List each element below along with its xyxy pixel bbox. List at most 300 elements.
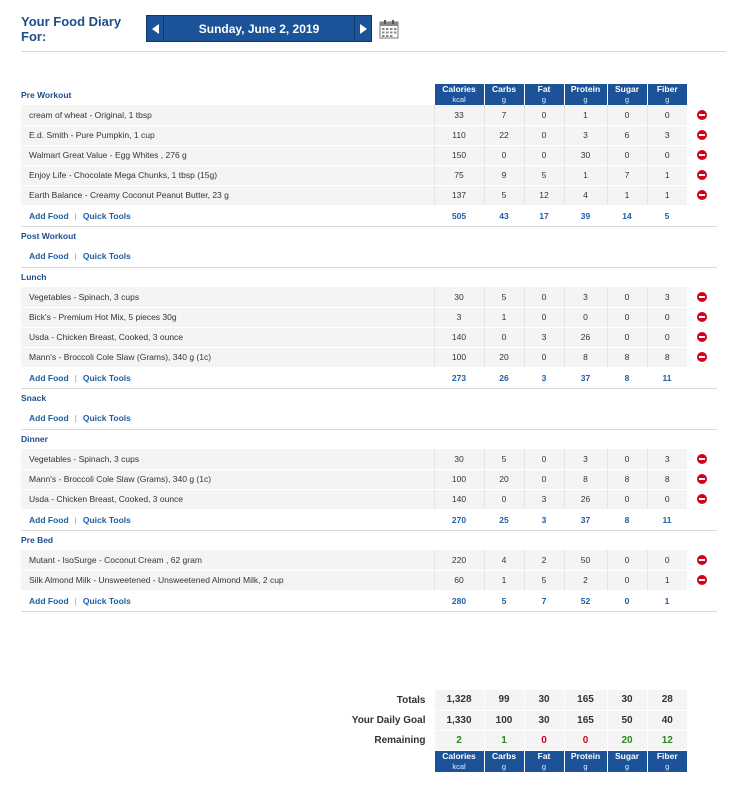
meal-section-pre-workout <box>21 84 717 105</box>
column-header-name: Calories <box>442 84 476 94</box>
meal-footer-row <box>21 246 717 267</box>
column-header-unit: g <box>583 761 588 771</box>
meal-total-protein <box>564 408 607 429</box>
food-entry-carbs: 4 <box>484 550 524 570</box>
column-header-sugar <box>607 750 647 772</box>
meal-total-fiber: 11 <box>647 509 687 530</box>
column-header-name: Fat <box>537 84 551 94</box>
delete-cell <box>687 469 717 489</box>
meal-total-carbs: 5 <box>484 590 524 611</box>
meal-total-fat: 7 <box>524 590 564 611</box>
remaining-row-carbs: 1 <box>484 730 524 750</box>
food-entry-sugar: 0 <box>607 327 647 347</box>
column-header-fiber <box>647 84 687 105</box>
meal-total-fiber <box>647 246 687 267</box>
delete-entry-icon[interactable] <box>697 150 707 160</box>
food-entry-fat: 2 <box>524 550 564 570</box>
meal-total-protein: 37 <box>564 367 607 388</box>
food-entry-fat: 5 <box>524 570 564 590</box>
food-entry-sugar: 8 <box>607 347 647 367</box>
chevron-right-icon <box>360 24 367 34</box>
food-entry-fat: 0 <box>524 145 564 165</box>
date-navigator <box>146 15 372 42</box>
meal-total-carbs <box>484 246 524 267</box>
daily-goal-row-label: Your Daily Goal <box>351 714 426 726</box>
quick-tools-link[interactable]: Quick Tools <box>82 413 131 424</box>
food-entry-carbs: 0 <box>484 489 524 509</box>
delete-cell <box>687 307 717 327</box>
food-entry-name[interactable]: cream of wheat - Original, 1 tbsp <box>21 105 434 125</box>
food-entry-row <box>21 327 717 347</box>
footer-spacer <box>687 246 717 267</box>
column-header-fat <box>524 750 564 772</box>
next-day-button[interactable] <box>354 15 372 42</box>
meal-section-pre-bed <box>21 530 717 550</box>
food-entry-calories: 30 <box>434 449 484 469</box>
link-separator: | <box>74 210 77 221</box>
column-header-name: Fiber <box>656 84 678 94</box>
column-header-name: Carbs <box>491 750 517 761</box>
delete-entry-icon[interactable] <box>697 555 707 565</box>
delete-cell <box>687 347 717 367</box>
food-entry-fat: 5 <box>524 165 564 185</box>
meal-footer-row <box>21 509 717 530</box>
daily-goal-row-protein: 165 <box>564 710 607 730</box>
food-entry-calories: 100 <box>434 347 484 367</box>
column-header-name: Carbs <box>491 84 517 94</box>
food-entry-calories: 30 <box>434 287 484 307</box>
delete-entry-icon[interactable] <box>697 575 707 585</box>
meal-footer-row <box>21 367 717 388</box>
food-entry-row <box>21 105 717 125</box>
column-header-unit: g <box>583 95 588 104</box>
calendar-icon[interactable] <box>379 19 399 39</box>
column-header-fat <box>524 84 564 105</box>
food-entry-carbs: 0 <box>484 327 524 347</box>
food-entry-carbs: 1 <box>484 307 524 327</box>
food-entry-protein: 2 <box>564 570 607 590</box>
food-entry-name[interactable]: Bick's - Premium Hot Mix, 5 pieces 30g <box>21 307 434 327</box>
summary-label-spacer <box>21 750 434 772</box>
food-entry-fiber: 1 <box>647 165 687 185</box>
food-entry-calories: 137 <box>434 185 484 205</box>
food-entry-carbs: 22 <box>484 125 524 145</box>
food-entry-fiber: 0 <box>647 105 687 125</box>
food-entry-fat: 12 <box>524 185 564 205</box>
add-food-link[interactable]: Add Food <box>29 251 69 262</box>
delete-cell <box>687 489 717 509</box>
food-entry-calories: 60 <box>434 570 484 590</box>
delete-cell <box>687 570 717 590</box>
column-header-unit: g <box>541 761 547 771</box>
column-header-unit: g <box>501 761 507 771</box>
delete-cell <box>687 125 717 145</box>
food-entry-protein: 26 <box>564 489 607 509</box>
food-entry-row <box>21 469 717 489</box>
meal-total-fat <box>524 408 564 429</box>
footer-spacer <box>687 509 717 530</box>
food-entry-sugar: 0 <box>607 145 647 165</box>
food-entry-protein: 4 <box>564 185 607 205</box>
meal-total-calories: 280 <box>434 590 484 611</box>
meal-section-lunch <box>21 267 717 287</box>
meal-total-calories: 273 <box>434 367 484 388</box>
link-separator: | <box>74 251 77 262</box>
food-entry-row <box>21 449 717 469</box>
delete-entry-icon[interactable] <box>697 170 707 180</box>
totals-row-fiber: 28 <box>647 690 687 710</box>
food-entry-row <box>21 185 717 205</box>
food-entry-fiber: 0 <box>647 327 687 347</box>
meal-actions <box>21 367 434 388</box>
delete-entry-icon[interactable] <box>697 352 707 362</box>
totals-row-carbs: 99 <box>484 690 524 710</box>
food-entry-row <box>21 570 717 590</box>
meal-section-dinner <box>21 429 717 449</box>
summary-spacer <box>687 730 717 750</box>
meal-footer-row <box>21 590 717 611</box>
remaining-row-label: Remaining <box>374 734 426 746</box>
food-entry-carbs: 7 <box>484 105 524 125</box>
food-entry-fat: 0 <box>524 287 564 307</box>
food-entry-fat: 0 <box>524 125 564 145</box>
food-entry-calories: 100 <box>434 469 484 489</box>
delete-cell <box>687 449 717 469</box>
meal-total-sugar: 0 <box>607 590 647 611</box>
food-entry-sugar: 0 <box>607 307 647 327</box>
column-header-unit: g <box>501 95 507 104</box>
meal-total-carbs: 43 <box>484 205 524 226</box>
food-entry-carbs: 20 <box>484 469 524 489</box>
column-header-unit: g <box>624 95 630 104</box>
food-entry-protein: 50 <box>564 550 607 570</box>
food-entry-protein: 8 <box>564 347 607 367</box>
column-header-name: Fat <box>537 750 551 761</box>
delete-cell <box>687 287 717 307</box>
food-entry-row <box>21 550 717 570</box>
delete-cell <box>687 185 717 205</box>
meal-total-sugar: 8 <box>607 367 647 388</box>
food-entry-sugar: 0 <box>607 550 647 570</box>
food-entry-protein: 26 <box>564 327 607 347</box>
meal-section-snack <box>21 388 717 408</box>
add-food-link[interactable]: Add Food <box>29 372 69 383</box>
meal-title: Post Workout <box>21 231 77 242</box>
add-food-link[interactable]: Add Food <box>29 595 69 606</box>
food-entry-calories: 75 <box>434 165 484 185</box>
column-header-protein <box>564 84 607 105</box>
food-entry-fiber: 3 <box>647 287 687 307</box>
food-entry-name[interactable]: Mutant - IsoSurge - Coconut Cream , 62 gram <box>21 550 434 570</box>
daily-goal-row <box>21 710 717 730</box>
column-header-name: Protein <box>570 84 601 94</box>
meal-total-carbs <box>484 408 524 429</box>
food-entry-row <box>21 125 717 145</box>
delete-entry-icon[interactable] <box>697 332 707 342</box>
meal-section-post-workout <box>21 226 717 246</box>
remaining-row-protein: 0 <box>564 730 607 750</box>
meal-total-sugar: 8 <box>607 509 647 530</box>
food-entry-protein: 1 <box>564 105 607 125</box>
food-entry-protein: 30 <box>564 145 607 165</box>
food-entry-fiber: 8 <box>647 347 687 367</box>
footer-spacer <box>687 408 717 429</box>
food-entry-name[interactable]: Mann's - Broccoli Cole Slaw (Grams), 340 g (1c) <box>21 347 434 367</box>
column-header-name: Sugar <box>614 84 640 94</box>
totals-row <box>21 690 717 710</box>
food-entry-fat: 0 <box>524 307 564 327</box>
daily-goal-row-fat: 30 <box>524 710 564 730</box>
meal-total-fat: 3 <box>524 367 564 388</box>
food-entry-calories: 3 <box>434 307 484 327</box>
meal-actions <box>21 408 434 429</box>
food-entry-carbs: 9 <box>484 165 524 185</box>
food-entry-calories: 33 <box>434 105 484 125</box>
column-header-unit: g <box>541 95 547 104</box>
column-header-name: Calories <box>442 750 476 761</box>
food-entry-fat: 3 <box>524 489 564 509</box>
column-header-unit: g <box>665 95 670 104</box>
food-entry-protein: 3 <box>564 125 607 145</box>
delete-cell <box>687 145 717 165</box>
delete-entry-icon[interactable] <box>697 130 707 140</box>
food-entry-calories: 150 <box>434 145 484 165</box>
column-header-calories <box>434 84 484 105</box>
food-entry-name[interactable]: Mann's - Broccoli Cole Slaw (Grams), 340 g (1c) <box>21 469 434 489</box>
remaining-row-fat: 0 <box>524 730 564 750</box>
delete-cell <box>687 105 717 125</box>
food-entry-fiber: 1 <box>647 570 687 590</box>
footer-spacer <box>687 590 717 611</box>
food-entry-sugar: 0 <box>607 287 647 307</box>
column-header-unit: kcal <box>452 761 466 771</box>
food-entry-calories: 110 <box>434 125 484 145</box>
daily-goal-row-fiber: 40 <box>647 710 687 730</box>
delete-entry-icon[interactable] <box>697 474 707 484</box>
food-diary-table <box>21 84 717 612</box>
chevron-left-icon <box>152 24 159 34</box>
food-entry-carbs: 20 <box>484 347 524 367</box>
meal-total-protein: 52 <box>564 590 607 611</box>
delete-entry-icon[interactable] <box>697 110 707 120</box>
food-entry-fat: 0 <box>524 469 564 489</box>
remaining-row-sugar: 20 <box>607 730 647 750</box>
column-header-name: Sugar <box>614 750 640 761</box>
link-separator: | <box>74 514 77 525</box>
column-header-name: Protein <box>570 750 601 761</box>
food-entry-fat: 3 <box>524 327 564 347</box>
food-entry-fat: 0 <box>524 347 564 367</box>
totals-row-calories: 1,328 <box>434 690 484 710</box>
meal-title: Dinner <box>21 434 48 445</box>
totals-row-protein: 165 <box>564 690 607 710</box>
totals-row-label: Totals <box>396 694 426 706</box>
food-entry-protein: 8 <box>564 469 607 489</box>
column-header-name: Fiber <box>656 750 678 761</box>
food-entry-fiber: 0 <box>647 489 687 509</box>
meal-total-carbs: 26 <box>484 367 524 388</box>
food-entry-sugar: 7 <box>607 165 647 185</box>
food-entry-fiber: 3 <box>647 125 687 145</box>
delete-cell <box>687 550 717 570</box>
food-entry-calories: 140 <box>434 489 484 509</box>
quick-tools-link[interactable]: Quick Tools <box>82 251 131 262</box>
summary-spacer <box>687 750 717 772</box>
summary-spacer <box>687 710 717 730</box>
header-divider <box>21 51 726 52</box>
food-entry-row <box>21 165 717 185</box>
meal-title: Pre Bed <box>21 535 54 546</box>
meal-total-fiber: 5 <box>647 205 687 226</box>
food-entry-carbs: 5 <box>484 449 524 469</box>
meal-title: Lunch <box>21 272 47 283</box>
food-entry-name[interactable]: Usda - Chicken Breast, Cooked, 3 ounce <box>21 489 434 509</box>
food-entry-name[interactable]: Earth Balance - Creamy Coconut Peanut Butter, 23 g <box>21 185 434 205</box>
meal-total-sugar <box>607 246 647 267</box>
delete-cell <box>687 165 717 185</box>
food-entry-name[interactable]: Enjoy Life - Chocolate Mega Chunks, 1 tbsp (15g) <box>21 165 434 185</box>
meal-total-fat: 17 <box>524 205 564 226</box>
meal-total-fiber: 11 <box>647 367 687 388</box>
food-entry-fiber: 0 <box>647 550 687 570</box>
food-entry-row <box>21 287 717 307</box>
delete-cell <box>687 327 717 347</box>
meal-total-calories: 270 <box>434 509 484 530</box>
food-entry-sugar: 0 <box>607 105 647 125</box>
previous-day-button[interactable] <box>146 15 164 42</box>
meal-total-fiber: 1 <box>647 590 687 611</box>
meal-title: Snack <box>21 393 47 404</box>
remaining-row-calories: 2 <box>434 730 484 750</box>
column-header-carbs <box>484 750 524 772</box>
totals-row-sugar: 30 <box>607 690 647 710</box>
food-entry-carbs: 1 <box>484 570 524 590</box>
link-separator: | <box>74 595 77 606</box>
food-entry-fiber: 8 <box>647 469 687 489</box>
meal-footer-row <box>21 408 717 429</box>
food-entry-calories: 140 <box>434 327 484 347</box>
quick-tools-link[interactable]: Quick Tools <box>82 514 131 525</box>
totals-row-fat: 30 <box>524 690 564 710</box>
food-entry-protein: 0 <box>564 307 607 327</box>
food-entry-carbs: 5 <box>484 185 524 205</box>
food-entry-row <box>21 347 717 367</box>
delete-entry-icon[interactable] <box>697 454 707 464</box>
column-header-carbs <box>484 84 524 105</box>
food-entry-fiber: 3 <box>647 449 687 469</box>
delete-entry-icon[interactable] <box>697 312 707 322</box>
footer-spacer <box>687 367 717 388</box>
food-entry-sugar: 6 <box>607 125 647 145</box>
column-header-calories <box>434 750 484 772</box>
meal-total-protein: 39 <box>564 205 607 226</box>
meal-total-protein: 37 <box>564 509 607 530</box>
meal-title: Pre Workout <box>21 89 72 100</box>
food-entry-sugar: 0 <box>607 570 647 590</box>
meal-actions <box>21 509 434 530</box>
footer-spacer <box>687 205 717 226</box>
add-food-link[interactable]: Add Food <box>29 413 69 424</box>
quick-tools-link[interactable]: Quick Tools <box>82 372 131 383</box>
meal-total-fat <box>524 246 564 267</box>
food-entry-calories: 220 <box>434 550 484 570</box>
food-entry-fiber: 0 <box>647 145 687 165</box>
daily-goal-row-sugar: 50 <box>607 710 647 730</box>
summary-column-headers <box>21 750 717 772</box>
food-entry-protein: 1 <box>564 165 607 185</box>
food-entry-sugar: 8 <box>607 469 647 489</box>
quick-tools-link[interactable]: Quick Tools <box>82 210 131 221</box>
food-entry-name[interactable]: E.d. Smith - Pure Pumpkin, 1 cup <box>21 125 434 145</box>
column-header-unit: g <box>665 761 670 771</box>
food-entry-fiber: 1 <box>647 185 687 205</box>
delete-entry-icon[interactable] <box>697 190 707 200</box>
food-entry-row <box>21 307 717 327</box>
meal-total-protein <box>564 246 607 267</box>
meal-total-sugar <box>607 408 647 429</box>
meal-total-fat: 3 <box>524 509 564 530</box>
food-entry-name[interactable]: Vegetables - Spinach, 3 cups <box>21 287 434 307</box>
remaining-row <box>21 730 717 750</box>
meal-actions <box>21 205 434 226</box>
food-entry-fat: 0 <box>524 105 564 125</box>
link-separator: | <box>74 413 77 424</box>
meal-total-calories <box>434 246 484 267</box>
meal-total-calories <box>434 408 484 429</box>
food-entry-name[interactable]: Vegetables - Spinach, 3 cups <box>21 449 434 469</box>
diary-header <box>21 15 399 42</box>
food-entry-protein: 3 <box>564 287 607 307</box>
food-entry-carbs: 0 <box>484 145 524 165</box>
column-header-unit: g <box>624 761 630 771</box>
page-title: Your Food Diary For: <box>21 13 122 44</box>
meal-total-fiber <box>647 408 687 429</box>
food-entry-sugar: 0 <box>607 489 647 509</box>
header-spacer <box>687 84 717 105</box>
meal-total-carbs: 25 <box>484 509 524 530</box>
meal-actions <box>21 246 434 267</box>
daily-goal-row-carbs: 100 <box>484 710 524 730</box>
meal-footer-row <box>21 205 717 226</box>
food-entry-fat: 0 <box>524 449 564 469</box>
quick-tools-link[interactable]: Quick Tools <box>82 595 131 606</box>
daily-goal-row-calories: 1,330 <box>434 710 484 730</box>
link-separator: | <box>74 372 77 383</box>
column-header-fiber <box>647 750 687 772</box>
food-entry-sugar: 1 <box>607 185 647 205</box>
column-header-sugar <box>607 84 647 105</box>
delete-entry-icon[interactable] <box>697 494 707 504</box>
meal-actions <box>21 590 434 611</box>
food-entry-name[interactable]: Walmart Great Value - Egg Whites , 276 g <box>21 145 434 165</box>
food-entry-fiber: 0 <box>647 307 687 327</box>
food-entry-row <box>21 489 717 509</box>
daily-summary-table <box>21 690 717 772</box>
meal-total-sugar: 14 <box>607 205 647 226</box>
add-food-link[interactable]: Add Food <box>29 514 69 525</box>
meal-total-calories: 505 <box>434 205 484 226</box>
delete-entry-icon[interactable] <box>697 292 707 302</box>
food-entry-sugar: 0 <box>607 449 647 469</box>
column-header-unit: kcal <box>452 95 466 104</box>
food-entry-name[interactable]: Usda - Chicken Breast, Cooked, 3 ounce <box>21 327 434 347</box>
current-date[interactable]: Sunday, June 2, 2019 <box>164 15 354 42</box>
summary-spacer <box>687 690 717 710</box>
food-entry-row <box>21 145 717 165</box>
food-entry-name[interactable]: Silk Almond Milk - Unsweetened - Unsweetened Almond Milk, 2 cup <box>21 570 434 590</box>
food-entry-protein: 3 <box>564 449 607 469</box>
add-food-link[interactable]: Add Food <box>29 210 69 221</box>
